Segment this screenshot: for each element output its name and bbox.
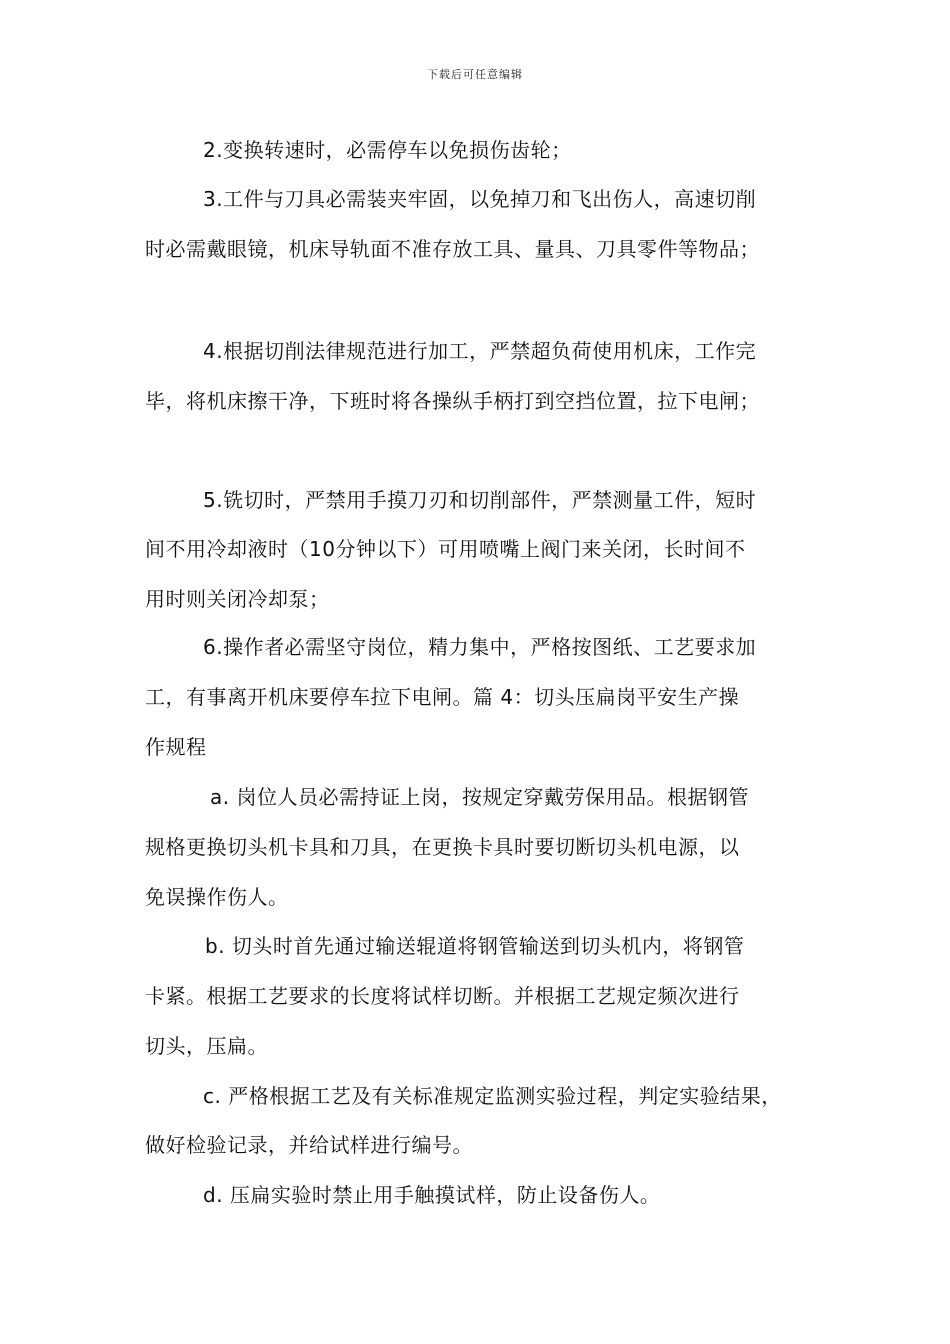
paragraph-line: 2.变换转速时，必需停车以免损伤齿轮； — [203, 138, 572, 162]
paragraph-line: 规格更换切头机卡具和刀具，在更换卡具时要切断切头机电源，以 — [145, 835, 740, 859]
paragraph-line: 3.工件与刀具必需装夹牢固，以免掉刀和飞出伤人，高速切削 — [203, 187, 757, 211]
paragraph-line: 工，有事离开机床要停车拉下电闸。篇 4：切头压扁岗平安生产操 — [145, 685, 740, 709]
paragraph-line: a. 岗位人员必需持证上岗，按规定穿戴劳保用品。根据钢管 — [210, 785, 749, 809]
paragraph-line: 用时则关闭冷却泵； — [145, 587, 330, 611]
page-header: 下载后可任意编辑 — [427, 68, 523, 81]
paragraph-line: 切头，压扁。 — [145, 1034, 268, 1058]
paragraph-line: 毕，将机床擦干净，下班时将各操纵手柄打到空挡位置，拉下电闸； — [145, 389, 760, 413]
paragraph-line: b. 切头时首先通过输送辊道将钢管输送到切头机内，将钢管 — [205, 934, 745, 958]
paragraph-line: 时必需戴眼镜，机床导轨面不准存放工具、量具、刀具零件等物品； — [145, 237, 760, 261]
paragraph-line: d. 压扁实验时禁止用手触摸试样，防止设备伤人。 — [203, 1183, 661, 1207]
paragraph-line: 作规程 — [145, 735, 207, 759]
paragraph-line: c. 严格根据工艺及有关标准规定监测实验过程，判定实验结果， — [203, 1084, 782, 1108]
paragraph-line: 间不用冷却液时（10分钟以下）可用喷嘴上阀门来关闭，长时间不 — [145, 537, 746, 561]
paragraph-line: 5.铣切时，严禁用手摸刀刃和切削部件，严禁测量工件，短时 — [203, 488, 757, 512]
paragraph-line: 做好检验记录，并给试样进行编号。 — [145, 1133, 473, 1157]
paragraph-line: 4.根据切削法律规范进行加工，严禁超负荷使用机床，工作完 — [203, 339, 757, 363]
paragraph-line: 卡紧。根据工艺要求的长度将试样切断。并根据工艺规定频次进行 — [145, 984, 740, 1008]
paragraph-line: 6.操作者必需坚守岗位，精力集中，严格按图纸、工艺要求加 — [203, 635, 757, 659]
paragraph-line: 免误操作伤人。 — [145, 885, 289, 909]
